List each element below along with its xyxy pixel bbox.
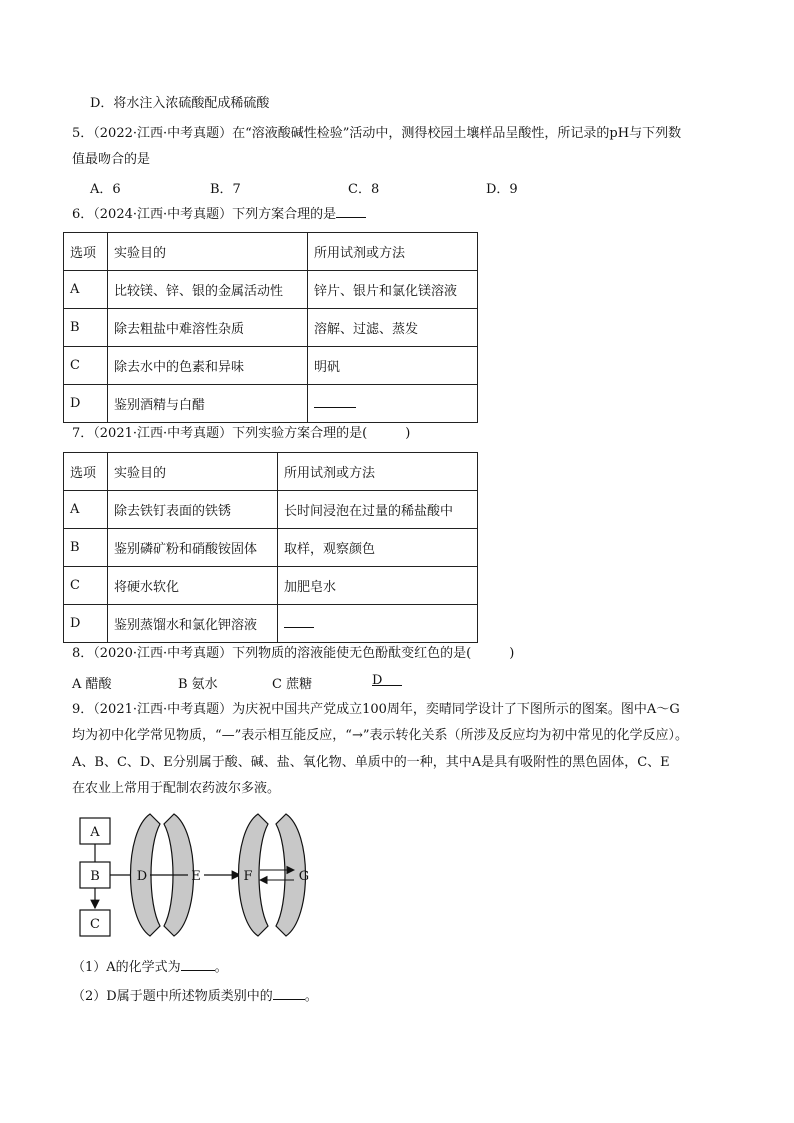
table-cell: 溶解、过滤、蒸发 (308, 309, 478, 347)
node-e-label: E (191, 869, 201, 884)
table-cell: 除去铁钉表面的铁锈 (108, 491, 278, 529)
q9-sub2-text: （2）D属于题中所述物质类别中的 (72, 989, 273, 1004)
q9-diagram (72, 808, 332, 944)
q8-option-c: C 蔗糖 (272, 677, 313, 692)
q8-stem-close: ) (509, 646, 515, 661)
table-cell: 鉴别磷矿粉和硝酸铵固体 (108, 529, 278, 567)
node-f-label: F (243, 869, 253, 884)
exam-page: D．将水注入浓硫酸配成稀硫酸 5．（2022·江西·中考真题）在“溶液酸碱性检验”活动中，测得校园土壤样品呈酸性，所记录的pH与下列数 值最吻合的是 A．6 B．7 C．8 D．9 6．（2024·江西·中考真题）下列方案合理的是 选项 实验目的 所用试剂或方法 A 比较镁、锌、银的金属活动性 锌片、银片和氯化镁溶液 B 除去粗盐中难溶性杂质 溶解、过滤、蒸发 C 除去水中的色素和异味 明矾 D 鉴别酒精与白醋 7．（2021·江西·中考真题）下列实验方案合理的是( ) 选项 实验目的 所用试剂或方法 A 除去铁钉表面的铁锈 长时间浸泡在过量的稀盐酸中 B 鉴别磷矿粉和硝酸铵固体 取样，观察颜色 C 将硬水软化 加肥皂水 D 鉴别蒸馏水和氯化钾溶液 8．（2020·江西·中考真题）下列物质的溶液能使无色酚酞变红色的是( ) A 醋酸 B 氨水 C 蔗糖 D 9．（2021·江西·中考真题）为庆祝中国共产党成立100周年，奕晴同学设计了下图所示的图案。图中A～G 均为初中化学常见物质，“—”表示相互能反应，“→”表示转化关系（所涉及反应均为初中常见的化学反应）。 A、B、C、D、E分别属于酸、碱、盐、氧化物、单质中的一种，其中A是具有吸附性的黑色固体，C、E 在农业上常用于配制农药波尔多液。 A B C D E F G （1）A的化学式为 。 （2）D属于题中所述物质类别中的 。 (0, 0, 794, 1123)
table-cell: D (64, 605, 108, 643)
table-cell-blank (308, 385, 478, 423)
table-cell: 比较镁、锌、银的金属活动性 (108, 271, 308, 309)
q8-option-a: A 醋酸 (72, 677, 112, 692)
node-b-label: B (90, 869, 100, 884)
q7-stem-close: ) (405, 426, 411, 441)
q5-stem-line1: 5．（2022·江西·中考真题）在“溶液酸碱性检验”活动中，测得校园土壤样品呈酸性，所记录的pH与下列数 (72, 126, 682, 141)
table-header-row (64, 453, 478, 491)
q7-table (63, 452, 478, 643)
q9-stem-line3: A、B、C、D、E分别属于酸、碱、盐、氧化物、单质中的一种，其中A是具有吸附性的黑色固体，C、E (72, 755, 670, 770)
node-g-label: G (298, 869, 310, 884)
table-cell: 除去水中的色素和异味 (108, 347, 308, 385)
table-header-cell: 所用试剂或方法 (278, 453, 478, 491)
table-header-cell: 选项 (64, 453, 108, 491)
q9-sub1-text: （1）A的化学式为 (72, 960, 181, 975)
node-c-label: C (90, 917, 100, 932)
table-header-cell: 选项 (64, 233, 108, 271)
q6-stem (72, 205, 366, 223)
table-row (64, 605, 478, 643)
q7-stem-text: 7．（2021·江西·中考真题）下列实验方案合理的是( (72, 426, 368, 441)
table-cell: 锌片、银片和氯化镁溶液 (308, 271, 478, 309)
table-cell: 加肥皂水 (278, 567, 478, 605)
table-row (64, 271, 478, 309)
table-cell: A (64, 271, 108, 309)
q8-answer-blank (372, 673, 402, 686)
q9-sub1: （1）A的化学式为 。 (72, 960, 228, 975)
q8-stem-text: 8．（2020·江西·中考真题）下列物质的溶液能使无色酚酞变红色的是( (72, 646, 472, 661)
table-cell: 将硬水软化 (108, 567, 278, 605)
table-cell: D (64, 385, 108, 423)
table-header-cell: 实验目的 (108, 233, 308, 271)
q9-sub1-blank (181, 958, 215, 971)
table-header-cell: 实验目的 (108, 453, 278, 491)
table-cell: C (64, 347, 108, 385)
q9-sub2: （2）D属于题中所述物质类别中的 。 (72, 989, 318, 1004)
q8-option-b: B 氨水 (178, 677, 218, 692)
q9-stem-line2: 均为初中化学常见物质，“—”表示相互能反应，“→”表示转化关系（所涉及反应均为初中常见的化学反应）。 (72, 728, 688, 743)
q5-option-a: A．6 (90, 182, 121, 197)
table-cell: 鉴别酒精与白醋 (108, 385, 308, 423)
table-cell: 长时间浸泡在过量的稀盐酸中 (278, 491, 478, 529)
table-header-row (64, 233, 478, 271)
q9-sub2-blank (273, 987, 305, 1000)
node-d-label: D (136, 869, 148, 884)
q6-table (63, 232, 478, 423)
table-row (64, 385, 478, 423)
table-header-cell: 所用试剂或方法 (308, 233, 478, 271)
q5-stem-line2: 值最吻合的是 (72, 152, 151, 167)
table-cell-blank (278, 605, 478, 643)
q6-answer-blank (336, 205, 366, 218)
table-cell: A (64, 491, 108, 529)
table-cell: C (64, 567, 108, 605)
table-cell: 除去粗盐中难溶性杂质 (108, 309, 308, 347)
q5-option-c: C．8 (348, 182, 380, 197)
q7-stem (72, 426, 410, 442)
table-cell: B (64, 309, 108, 347)
q7-row-d-blank (284, 615, 314, 628)
table-row (64, 309, 478, 347)
table-cell: 鉴别蒸馏水和氯化钾溶液 (108, 605, 278, 643)
table-cell: B (64, 529, 108, 567)
q4-option-d: D．将水注入浓硫酸配成稀硫酸 (90, 96, 270, 111)
table-cell: 取样，观察颜色 (278, 529, 478, 567)
q8-stem (72, 646, 514, 662)
table-row (64, 529, 478, 567)
q6-row-d-blank (314, 395, 356, 408)
q6-stem-text: 6．（2024·江西·中考真题）下列方案合理的是 (72, 207, 337, 222)
q5-option-d: D．9 (486, 182, 518, 197)
node-a-label: A (90, 825, 100, 840)
q5-option-b: B．7 (210, 182, 241, 197)
q9-stem-line4: 在农业上常用于配制农药波尔多液。 (72, 781, 281, 796)
table-row (64, 491, 478, 529)
table-row (64, 347, 478, 385)
table-cell: 明矾 (308, 347, 478, 385)
q9-stem-line1: 9．（2021·江西·中考真题）为庆祝中国共产党成立100周年，奕晴同学设计了下图所示的图案。图中A～G (72, 702, 680, 717)
table-row (64, 567, 478, 605)
